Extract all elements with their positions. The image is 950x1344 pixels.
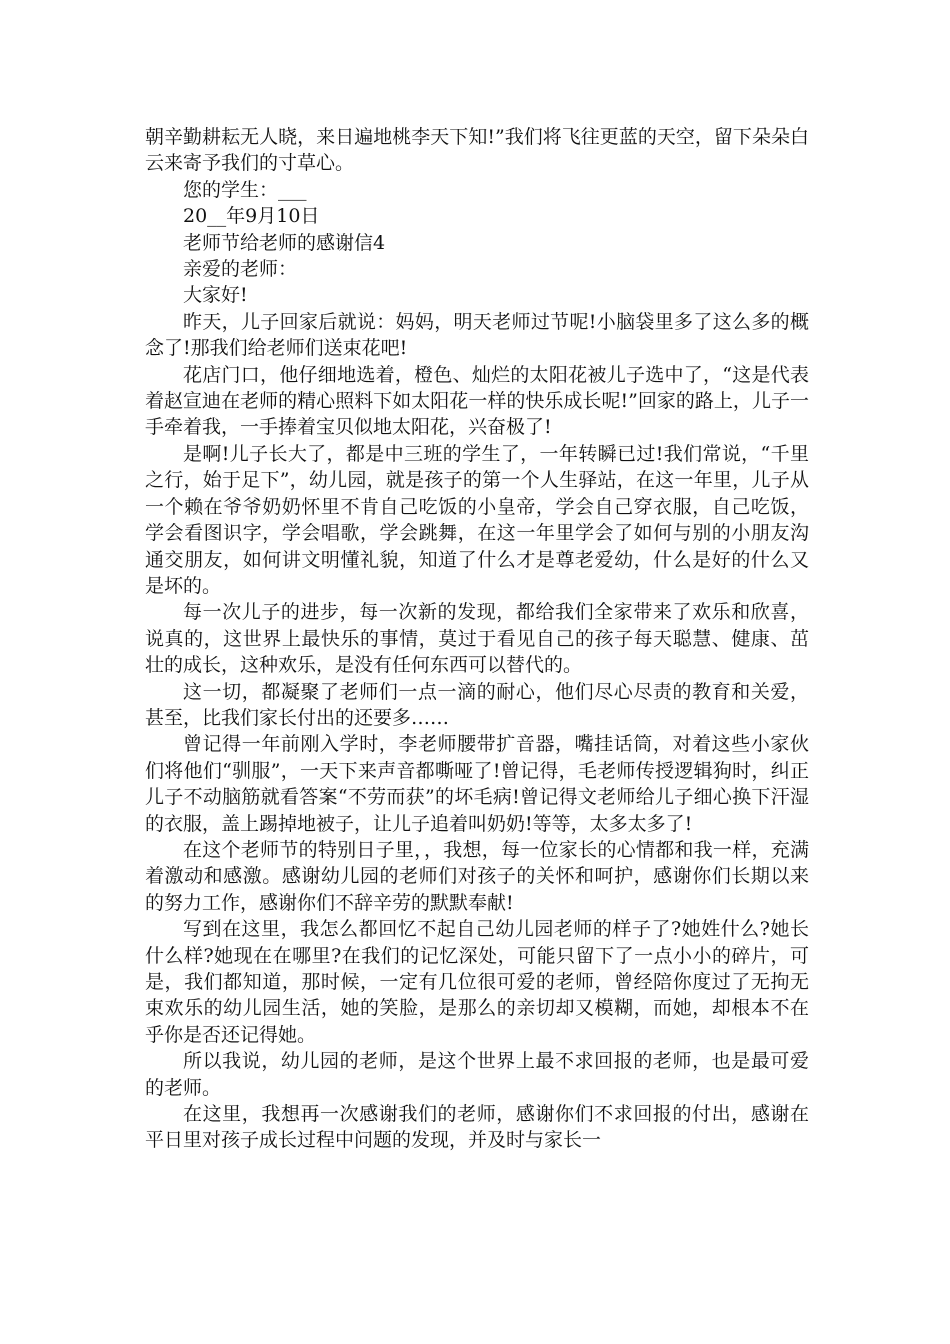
paragraph: 是啊!儿子长大了，都是中三班的学生了，一年转瞬已过!我们常说，“千里之行，始于足下”，幼儿园，就是孩子的第一个人生驿站，在这一年里，儿子从一个赖在爷爷奶奶怀里不肯自己吃饭的小皇帝，学会自己穿衣服，自己吃饭，学会看图识字，学会唱歌，学会跳舞，在这一年里学会了如何与别的小朋友沟通交朋友，如何讲文明懂礼貌，知道了什么才是尊老爱幼，什么是好的什么又是坏的。 bbox=[145, 442, 809, 597]
signature-line: 您的学生：___ bbox=[183, 178, 307, 201]
paragraph: 所以我说，幼儿园的老师，是这个世界上最不求回报的老师，也是最可爱的老师。 bbox=[145, 1050, 809, 1099]
date-line: 20__年9月10日 bbox=[183, 205, 320, 228]
paragraph-continued: 朝辛勤耕耘无人晓，来日遍地桃李天下知!”我们将飞往更蓝的天空，留下朵朵白云来寄予我们的寸草心。 bbox=[145, 126, 809, 175]
greeting: 大家好! bbox=[183, 284, 248, 307]
paragraph: 每一次儿子的进步，每一次新的发现，都给我们全家带来了欢乐和欣喜，说真的，这世界上最快乐的事情，莫过于看见自己的孩子每天聪慧、健康、茁壮的成长，这种欢乐，是没有任何东西可以替代的。 bbox=[145, 601, 809, 677]
paragraph: 在这个老师节的特别日子里，，我想，每一位家长的心情都和我一样，充满着激动和感激。感谢幼儿园的老师们对孩子的关怀和呵护，感谢你们长期以来的努力工作，感谢你们不辞辛劳的默默奉献! bbox=[145, 838, 809, 914]
paragraph: 这一切，都凝聚了老师们一点一滴的耐心，他们尽心尽责的教育和关爱，甚至，比我们家长付出的还要多…… bbox=[145, 680, 809, 729]
paragraph: 写到在这里，我怎么都回忆不起自己幼儿园老师的样子了?她姓什么?她长什么样?她现在在哪里?在我们的记忆深处，可能只留下了一点小小的碎片，可是，我们都知道，那时候，一定有几位很可爱的老师，曾经陪你度过了无拘无束欢乐的幼儿园生活，她的笑脸，是那么的亲切却又模糊，而她，却根本不在乎你是否还记得她。 bbox=[145, 918, 809, 1046]
paragraph: 昨天，儿子回家后就说：妈妈，明天老师过节呢!小脑袋里多了这么多的概念了!那我们给老师们送束花吧! bbox=[145, 310, 809, 360]
paragraph: 在这里，我想再一次感谢我们的老师，感谢你们不求回报的付出，感谢在平日里对孩子成长过程中问题的发现，并及时与家长一 bbox=[145, 1103, 809, 1152]
paragraph: 花店门口，他仔细地选着，橙色、灿烂的太阳花被儿子选中了，“这是代表着赵宣迪在老师的精心照料下如太阳花一样的快乐成长呢!”回家的路上，儿子一手牵着我，一手捧着宝贝似地太阳花，兴奋极了! bbox=[145, 363, 809, 439]
document-body bbox=[145, 124, 809, 1154]
salutation: 亲爱的老师： bbox=[183, 258, 298, 281]
letter-title: 老师节给老师的感谢信4 bbox=[183, 231, 386, 254]
paragraph: 曾记得一年前刚入学时，李老师腰带扩音器，嘴挂话筒，对着这些小家伙们将他们“驯服”，一天下来声音都嘶哑了!曾记得，毛老师传授逻辑狗时，纠正儿子不动脑筋就看答案“不劳而获”的坏毛病!曾记得文老师给儿子细心换下汗湿的衣服，盖上踢掉地被子，让儿子追着叫奶奶!等等，太多太多了! bbox=[145, 733, 809, 835]
